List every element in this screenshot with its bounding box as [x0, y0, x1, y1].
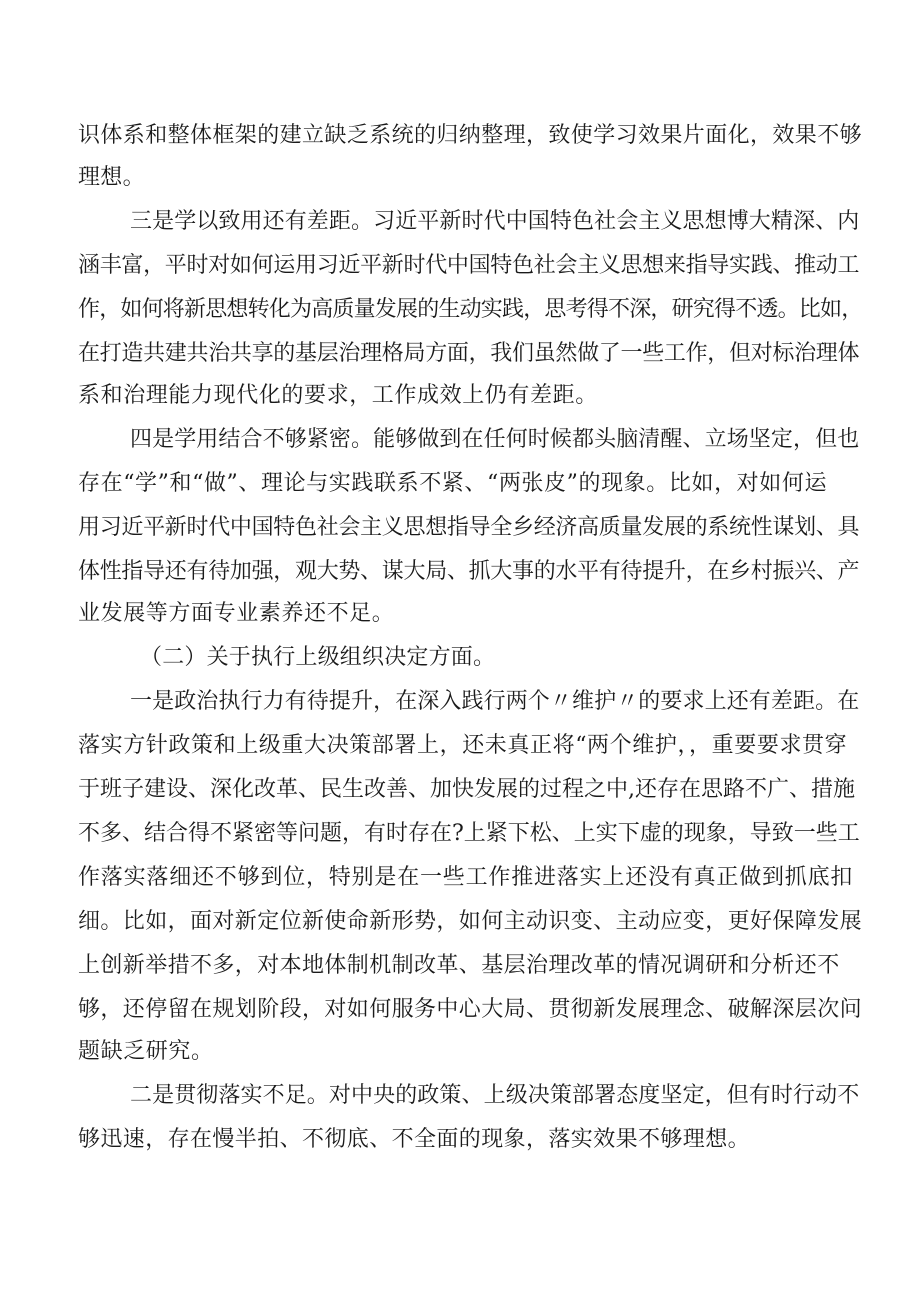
- text-line: 作，如何将新思想转化为高质量发展的生动实践，思考得不深，研究得不透。比如，: [78, 297, 863, 322]
- text-line: 系和治理能力现代化的要求，工作成效上仍有差距。: [78, 383, 598, 408]
- text-line: 落实方针政策和上级重大决策部署上，还未真正将“两个维护，，重要要求贯穿: [78, 733, 848, 758]
- text-line: 于班子建设、深化改革、民生改善、加快发展的过程之中,还存在思路不广、措施: [78, 777, 855, 802]
- text-line: 够迅速，存在慢半拍、不彻底、不全面的现象，落实效果不够理想。: [78, 1127, 751, 1152]
- text-line: 上创新举措不多，对本地体制机制改革、基层治理改革的情况调研和分析还不: [78, 953, 840, 978]
- text-line: 细。比如，面对新定位新使命新形势，如何主动识变、主动应变，更好保障发展: [78, 909, 863, 934]
- text-line: 题缺乏研究。: [78, 1039, 214, 1064]
- text-line: 理想。: [78, 165, 145, 190]
- text-line: 一是政治执行力有待提升，在深入践行两个〃维护〃的要求上还有差距。在: [130, 689, 860, 714]
- text-line: 四是学用结合不够紧密。能够做到在任何时候都头脑清醒、立场坚定，但也: [130, 427, 860, 452]
- text-line: 涵丰富，平时对如何运用习近平新时代中国特色社会主义思想来指导实践、推动工: [78, 253, 860, 278]
- text-line: 二是贯彻落实不足。对中央的政策、上级决策部署态度坚定，但有时行动不: [130, 1083, 860, 1108]
- text-line: 用习近平新时代中国特色社会主义思想指导全乡经济高质量发展的系统性谋划、具: [78, 515, 860, 540]
- text-line: 业发展等方面专业素养还不足。: [78, 601, 395, 626]
- text-line: 体性指导还有待加强，观大势、谋大局、抓大事的水平有待提升，在乡村振兴、产: [78, 559, 860, 584]
- text-line: 作落实落细还不够到位，特别是在一些工作推进落实上还没有真正做到抓底扣: [78, 865, 854, 890]
- section-heading: （二）关于执行上级组织决定方面。: [140, 645, 496, 670]
- text-line: 识体系和整体框架的建立缺乏系统的归纳整理，致使学习效果片面化，效果不够: [78, 123, 863, 148]
- text-line: 三是学以致用还有差距。习近平新时代中国特色社会主义思想博大精深、内: [130, 209, 860, 234]
- text-line: 够，还停留在规划阶段，对如何服务中心大局、贯彻新发展理念、破解深层次问: [78, 997, 863, 1022]
- text-line: 在打造共建共治共享的基层治理格局方面，我们虽然做了一些工作，但对标治理体: [78, 341, 860, 366]
- text-line: 不多、结合得不紧密等问题，有时存在?上紧下松、上实下虚的现象，导致一些工: [78, 821, 860, 846]
- text-line: 存在“学”和“做”、理论与实践联系不紧、“两张皮”的现象。比如，对如何运: [78, 471, 828, 496]
